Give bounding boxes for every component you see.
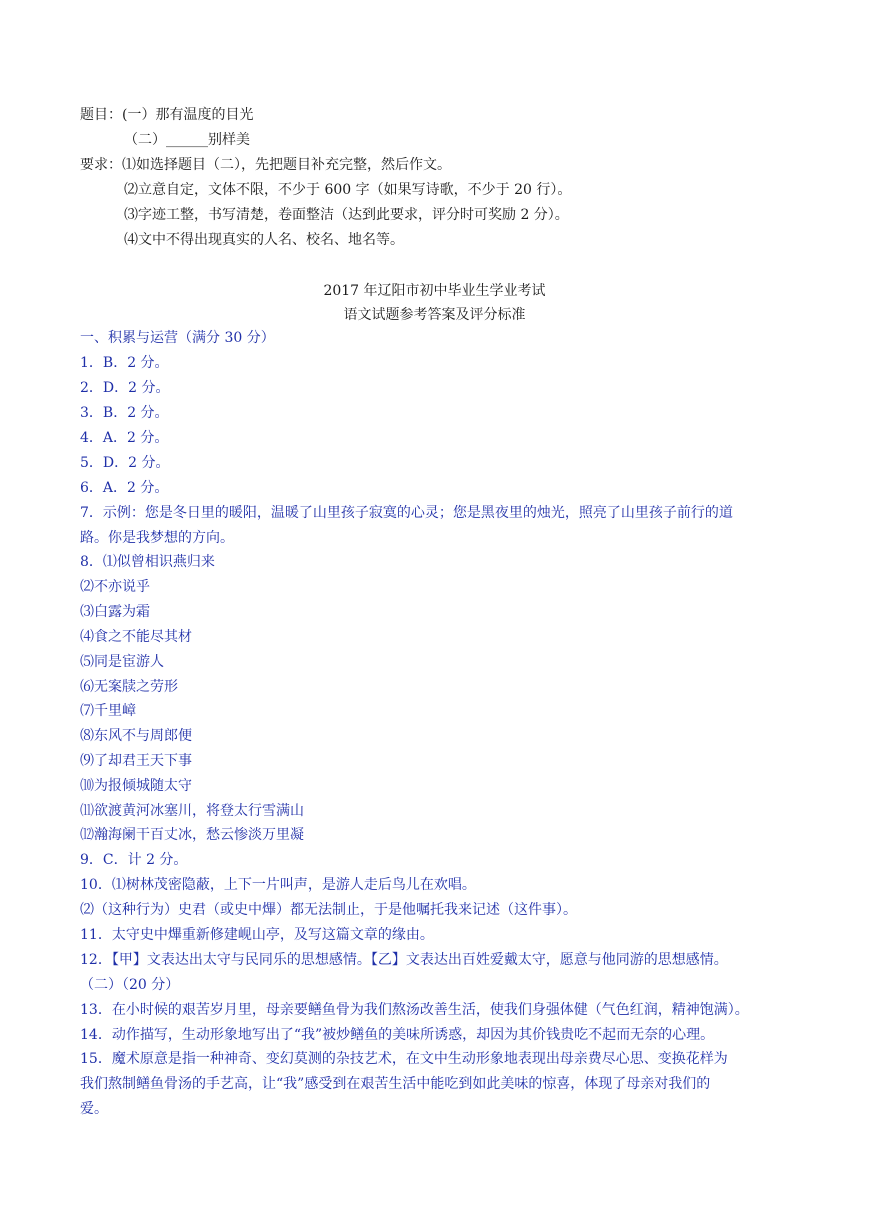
answer-line: ⑼了却君王天下事	[80, 753, 192, 769]
topic-line-2: （二）______别样美	[124, 132, 250, 148]
answer-title-line-2: 语文试题参考答案及评分标准	[343, 307, 526, 323]
answer-line: ⑵不亦说乎	[80, 579, 150, 595]
answer-line: 15．魔术原意是指一种神奇、变幻莫测的杂技艺术，在文中生动形象地表现出母亲费尽心思、变换花样为	[80, 1051, 728, 1067]
answer-line: 14．动作描写，生动形象地写出了“我”被炒鳝鱼的美味所诱惑，却因为其价钱贵吃不起而无奈的心理。	[80, 1027, 715, 1043]
answer-line: 12．【甲】文表达出太守与民同乐的思想感情。【乙】文表达出百姓爱戴太守，愿意与他同游的思想感情。	[80, 952, 728, 968]
answer-line: 13．在小时候的艰苦岁月里，母亲要鳝鱼骨为我们熬汤改善生活，使我们身强体健（气色红润，精神饱满）。	[80, 1002, 749, 1018]
answer-line: 5．D．2 分。	[80, 455, 170, 471]
answer-line: 6．A．2 分。	[80, 480, 169, 496]
answer-line: 4．A．2 分。	[80, 430, 169, 446]
answer-line: ⑽为报倾城随太守	[80, 778, 192, 794]
answer-line: ⑸同是宦游人	[80, 654, 164, 670]
answer-line: 路。你是我梦想的方向。	[80, 530, 234, 546]
answer-line: ⑵（这种行为）史君（或史中熚）都无法制止，于是他嘱托我来记述（这件事）。	[80, 902, 577, 918]
requirement-3: ⑶字迹工整，书写清楚，卷面整洁（达到此要求，评分时可奖励 2 分）。	[124, 207, 569, 223]
answer-line: 9．C．计 2 分。	[80, 852, 188, 868]
answer-line: ⑿瀚海阑干百丈冰，愁云惨淡万里凝	[80, 827, 304, 843]
requirement-2: ⑵立意自定，文体不限，不少于 600 字（如果写诗歌，不少于 20 行）。	[124, 182, 572, 198]
requirement-1: 要求：⑴如选择题目（二），先把题目补充完整，然后作文。	[80, 157, 451, 173]
answer-line: 爱。	[80, 1101, 108, 1117]
answer-line: ⑺千里嶂	[80, 703, 136, 719]
answer-line: ⑷食之不能尽其材	[80, 629, 192, 645]
answer-line: 2．D．2 分。	[80, 380, 170, 396]
answer-line: 10．⑴树林茂密隐蔽，上下一片叫声，是游人走后鸟儿在欢唱。	[80, 877, 476, 893]
answer-line: 11．太守史中熚重新修建岘山亭，及写这篇文章的缘由。	[80, 927, 434, 943]
answer-line: 1．B．2 分。	[80, 355, 169, 371]
answer-line: ⑶白露为霜	[80, 604, 150, 620]
answer-line: 3．B．2 分。	[80, 405, 169, 421]
section-heading-1: 一、积累与运营（满分 30 分）	[80, 330, 275, 346]
answer-line: ⑹无案牍之劳形	[80, 679, 178, 695]
answer-title-line-1: 2017 年辽阳市初中毕业生学业考试	[323, 283, 546, 299]
section-heading-2: （二）（20 分）	[80, 977, 180, 993]
answer-line: 8．⑴似曾相识燕归来	[80, 554, 215, 570]
requirement-4: ⑷文中不得出现真实的人名、校名、地名等。	[124, 232, 404, 248]
answer-line: ⑻东风不与周郎便	[80, 728, 192, 744]
answer-line: 7．示例：您是冬日里的暖阳，温暖了山里孩子寂寞的心灵；您是黑夜里的烛光，照亮了山里孩子前行的道	[80, 505, 733, 521]
topic-line-1: 题目：(一）那有温度的目光	[80, 107, 254, 123]
answer-line: 我们熬制鳝鱼骨汤的手艺高，让“我”感受到在艰苦生活中能吃到如此美味的惊喜，体现了母亲对我们的	[80, 1076, 711, 1092]
answer-line: ⑾欲渡黄河冰塞川，将登太行雪满山	[80, 803, 304, 819]
